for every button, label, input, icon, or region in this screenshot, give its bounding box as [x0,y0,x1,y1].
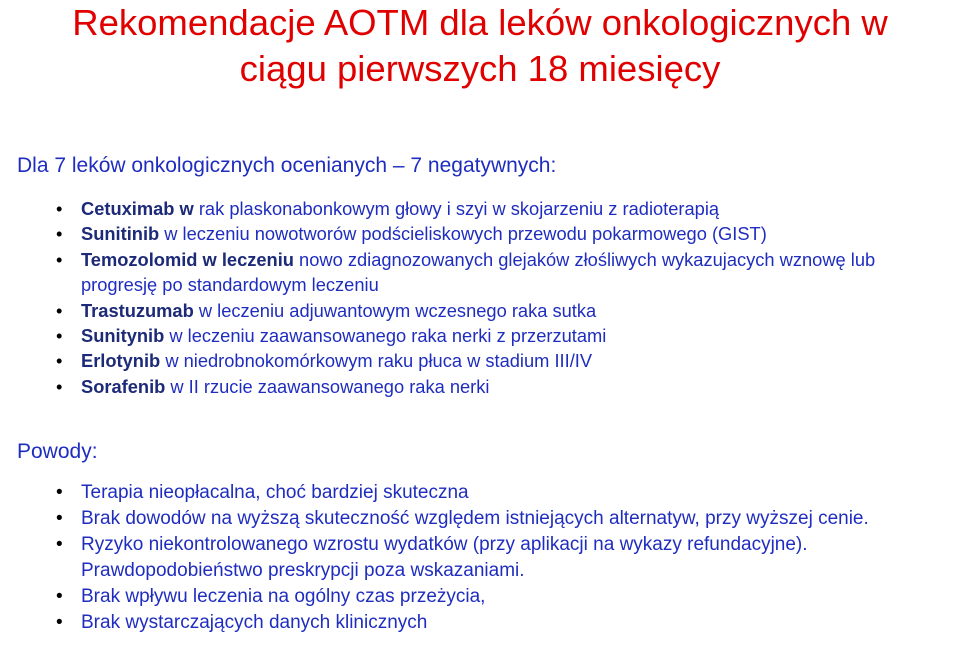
drug-name: Sunitynib [81,325,165,347]
list-item: • Ryzyko niekontrolowanego wzrostu wydatków (przy aplikacji na wykazy refundacyjne). Prawdopodobieństwo preskrypcji poza wskazaniami. [56,532,936,584]
list-item: • Brak dowodów na wyższą skuteczność względem istniejących alternatyw, przy wyższej cenie. [56,506,936,532]
list-item [56,323,936,348]
list-item [56,196,936,221]
drugs-heading: Dla 7 leków onkologicznych ocenianych – 7 negatywnych: [17,154,557,177]
list-item: • Terapia nieopłacalna, choć bardziej skuteczna [56,480,936,506]
reasons-heading: Powody: [17,440,98,463]
drug-indication: w leczeniu nowotworów podścieliskowych przewodu pokarmowego (GIST) [159,223,767,245]
list-item [56,247,936,298]
reasons-list [56,480,936,636]
list-item [56,298,936,323]
drug-indication: w leczeniu adjuwantowym wczesnego raka sutka [193,299,597,321]
drug-name: Sorafenib [81,375,166,397]
drug-indication: w II rzucie zaawansowanego raka nerki [165,375,490,397]
list-item: • Brak wpływu leczenia na ogólny czas przeżycia, [56,584,936,610]
drug-indication: rak plaskonabonkowym głowy i szyi w skojarzeniu z radioterapią [193,198,720,219]
list-item [56,348,936,373]
drug-name: Trastuzumab [81,299,194,321]
drug-indication: w niedrobnokomórkowym raku płuca w stadium III/IV [160,350,593,372]
drug-indication: w leczeniu zaawansowanego raka nerki z przerzutami [164,325,607,347]
drug-name: Erlotynib [81,350,161,372]
drug-name: Temozolomid w leczeniu [81,248,294,270]
title-line-1: Rekomendacje AOTM dla leków onkologicznych w [72,2,888,43]
drug-indication: nowo zdiagnozowanych glejaków złośliwych wykazujacych wznowę lub progresję po standardowym leczeniu [81,248,876,296]
drug-name: Sunitinib [81,223,160,245]
drugs-list [56,196,936,399]
list-item [56,221,936,246]
list-item [56,374,936,399]
slide-title [0,0,960,92]
list-item: • Brak wystarczających danych klinicznych [56,610,936,636]
drug-name: Cetuximab w [81,198,194,219]
title-line-2: ciągu pierwszych 18 miesięcy [239,48,721,89]
